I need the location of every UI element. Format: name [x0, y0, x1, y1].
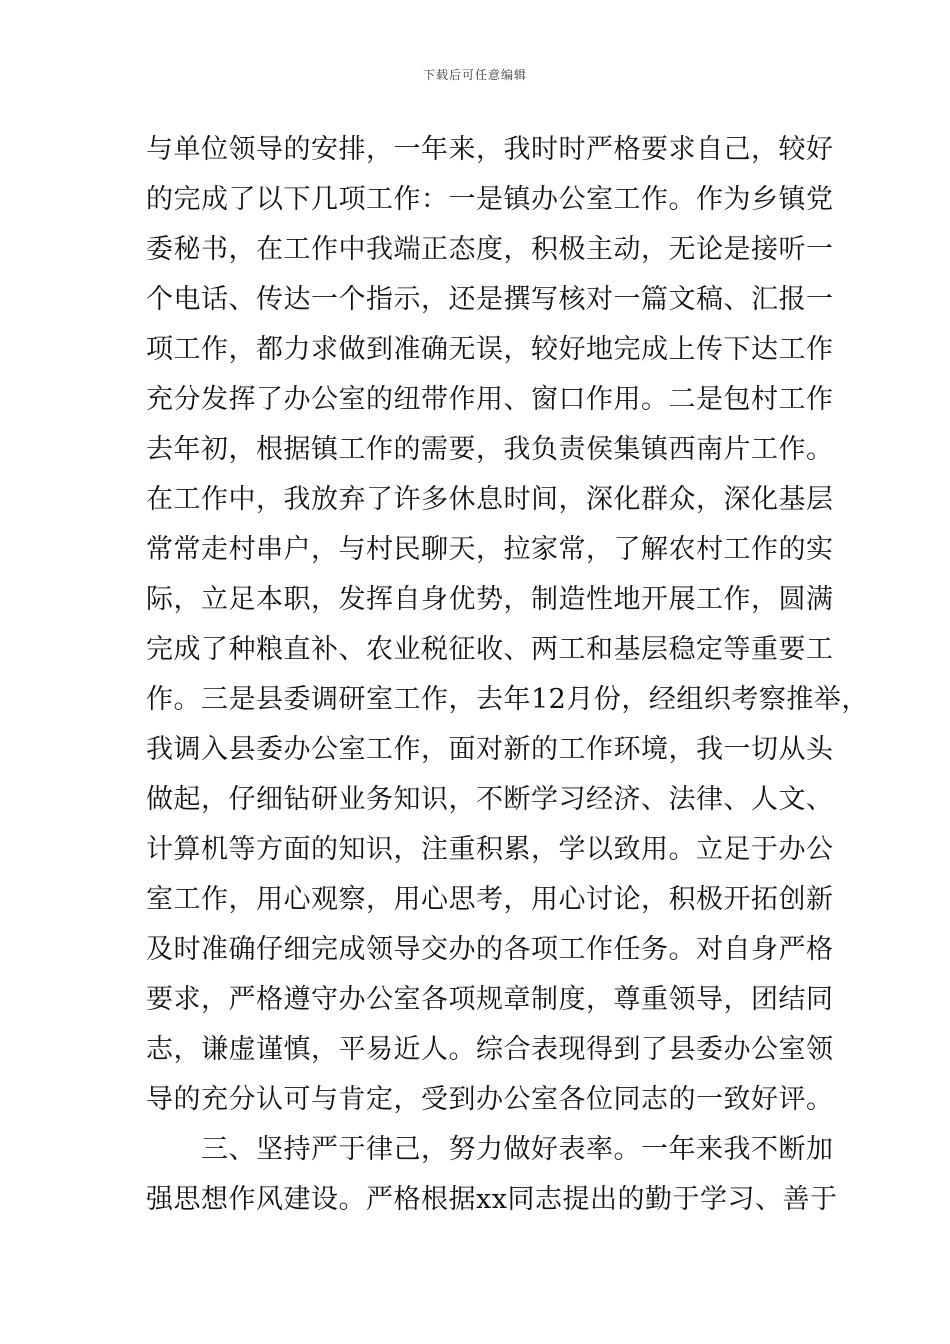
- text-line: 与单位领导的安排，一年来，我时时严格要求自己，较好: [146, 134, 834, 165]
- text-line: 际，立足本职，发挥自身优势，制造性地开展工作，圆满: [146, 584, 834, 615]
- text-line: 计算机等方面的知识，注重积累，学以致用。立足于办公: [146, 834, 834, 865]
- text-line: 个电话、传达一个指示，还是撰写核对一篇文稿、汇报一: [146, 284, 834, 315]
- text-line: 作。三是县委调研室工作，去年12月份，经组织考察推举，: [146, 684, 869, 715]
- text-line: 志，谦虚谨慎，平易近人。综合表现得到了县委办公室领: [146, 1034, 834, 1065]
- text-line: 完成了种粮直补、农业税征收、两工和基层稳定等重要工: [146, 634, 834, 665]
- text-line: 的完成了以下几项工作：一是镇办公室工作。作为乡镇党: [146, 184, 834, 215]
- text-line: 充分发挥了办公室的纽带作用、窗口作用。二是包村工作: [146, 384, 834, 415]
- text-line: 导的充分认可与肯定，受到办公室各位同志的一致好评。: [146, 1084, 834, 1115]
- text-line: 去年初，根据镇工作的需要，我负责侯集镇西南片工作。: [146, 434, 834, 465]
- text-line: 在工作中，我放弃了许多休息时间，深化群众，深化基层: [146, 484, 834, 515]
- text-line: 项工作，都力求做到准确无误，较好地完成上传下达工作: [146, 334, 834, 365]
- text-line: 及时准确仔细完成领导交办的各项工作任务。对自身严格: [146, 934, 834, 965]
- page-header: 下载后可任意编辑: [422, 68, 527, 82]
- text-line: 要求，严格遵守办公室各项规章制度，尊重领导，团结同: [146, 984, 834, 1015]
- text-line: 我调入县委办公室工作，面对新的工作环境，我一切从头: [146, 734, 834, 765]
- text-line: 室工作，用心观察，用心思考，用心讨论，积极开拓创新: [146, 884, 834, 915]
- text-line: 常常走村串户，与村民聊天，拉家常，了解农村工作的实: [146, 534, 834, 565]
- text-line: 做起，仔细钻研业务知识，不断学习经济、法律、人文、: [146, 784, 834, 815]
- text-line: 强思想作风建设。严格根据xx同志提出的勤于学习、善于: [146, 1184, 838, 1215]
- text-line: 三、坚持严于律己，努力做好表率。一年来我不断加: [146, 1134, 834, 1165]
- text-line: 委秘书，在工作中我端正态度，积极主动，无论是接听一: [146, 234, 834, 265]
